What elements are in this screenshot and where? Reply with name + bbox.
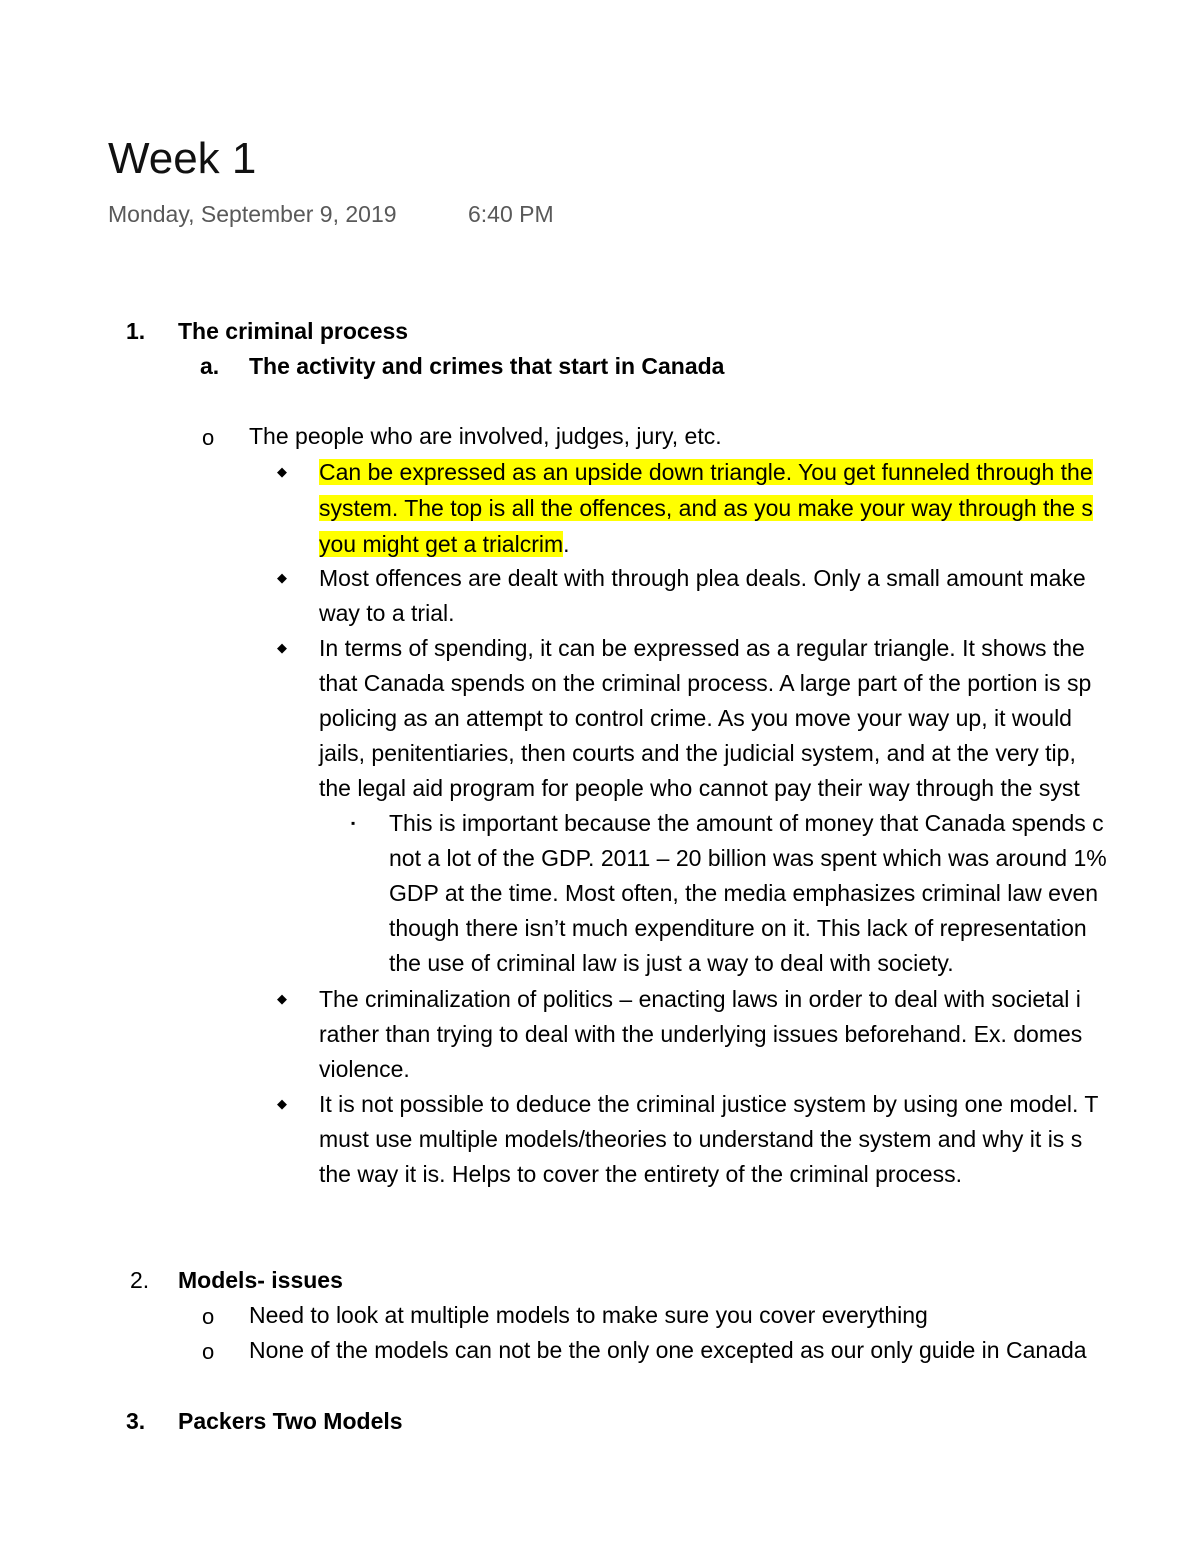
sub-bullet-line-2: not a lot of the GDP. 2011 – 20 billion was spent which was around 1% xyxy=(389,845,1107,871)
note-title: Week 1 xyxy=(108,134,257,183)
bullet-4-line-1: The criminalization of politics – enacting laws in order to deal with societal i xyxy=(319,986,1081,1012)
highlighted-text: Can be expressed as an upside down triangle. You get funneled through the xyxy=(319,459,1093,485)
diamond-bullet-icon: ◆ xyxy=(277,991,287,1006)
bullet-5-line-2: must use multiple models/theories to understand the system and why it is s xyxy=(319,1126,1083,1152)
section-2-point-2: None of the models can not be the only one excepted as our only guide in Canada xyxy=(249,1337,1087,1363)
diamond-bullet-icon: ◆ xyxy=(277,640,287,655)
bullet-2-line-2: way to a trial. xyxy=(319,600,455,626)
section-3-heading: Packers Two Models xyxy=(178,1408,403,1434)
bullet-3-line-4: jails, penitentiaries, then courts and the judicial system, and at the very tip, xyxy=(319,740,1076,766)
sub-bullet-line-4: though there isn’t much expenditure on it. This lack of representation xyxy=(389,915,1087,941)
circle-bullet-icon: o xyxy=(202,425,215,450)
circle-bullet-icon: o xyxy=(202,1339,215,1364)
point-text: The people who are involved, judges, jury, etc. xyxy=(249,423,722,449)
highlighted-text: system. The top is all the offences, and as you make your way through the s xyxy=(319,495,1093,521)
diamond-bullet-icon: ◆ xyxy=(277,570,287,585)
bullet-1-line-2 xyxy=(319,493,1093,523)
bullet-1-line-1 xyxy=(319,457,1093,487)
bullet-1-line-3 xyxy=(319,529,570,559)
diamond-bullet-icon: ◆ xyxy=(277,1096,287,1111)
section-1-number: 1. xyxy=(126,318,146,344)
bullet-4-line-2: rather than trying to deal with the underlying issues beforehand. Ex. domes xyxy=(319,1021,1083,1047)
bullet-2-line-1: Most offences are dealt with through plea deals. Only a small amount make xyxy=(319,565,1086,591)
subsection-a-letter: a. xyxy=(200,353,220,379)
bullet-3-line-5: the legal aid program for people who cannot pay their way through the syst xyxy=(319,775,1080,801)
bullet-3-line-3: policing as an attempt to control crime. As you move your way up, it would xyxy=(319,705,1072,731)
diamond-bullet-icon: ◆ xyxy=(277,464,287,479)
bullet-4-line-3: violence. xyxy=(319,1056,410,1082)
bullet-1-tail: . xyxy=(563,531,570,557)
note-date: Monday, September 9, 2019 xyxy=(108,201,397,227)
section-1-heading: The criminal process xyxy=(178,318,409,344)
section-2-number: 2. xyxy=(130,1267,150,1293)
sub-bullet-line-5: the use of criminal law is just a way to deal with society. xyxy=(389,950,954,976)
sub-bullet-line-3: GDP at the time. Most often, the media emphasizes criminal law even xyxy=(389,880,1099,906)
square-bullet-icon: ▪ xyxy=(351,816,356,830)
bullet-3-line-2: that Canada spends on the criminal process. A large part of the portion is sp xyxy=(319,670,1092,696)
section-2-heading: Models- issues xyxy=(178,1267,343,1293)
section-3-number: 3. xyxy=(126,1408,146,1434)
section-2-point-1: Need to look at multiple models to make sure you cover everything xyxy=(249,1302,928,1328)
note-time: 6:40 PM xyxy=(468,201,554,227)
sub-bullet-line-1: This is important because the amount of money that Canada spends c xyxy=(389,810,1104,836)
subsection-a-heading: The activity and crimes that start in Canada xyxy=(249,353,725,379)
bullet-5-line-1: It is not possible to deduce the criminal justice system by using one model. T xyxy=(319,1091,1099,1117)
highlighted-text: you might get a trialcrim xyxy=(319,531,564,557)
circle-bullet-icon: o xyxy=(202,1304,215,1329)
bullet-5-line-3: the way it is. Helps to cover the entirety of the criminal process. xyxy=(319,1161,962,1187)
bullet-3-line-1: In terms of spending, it can be expressed as a regular triangle. It shows the xyxy=(319,635,1085,661)
